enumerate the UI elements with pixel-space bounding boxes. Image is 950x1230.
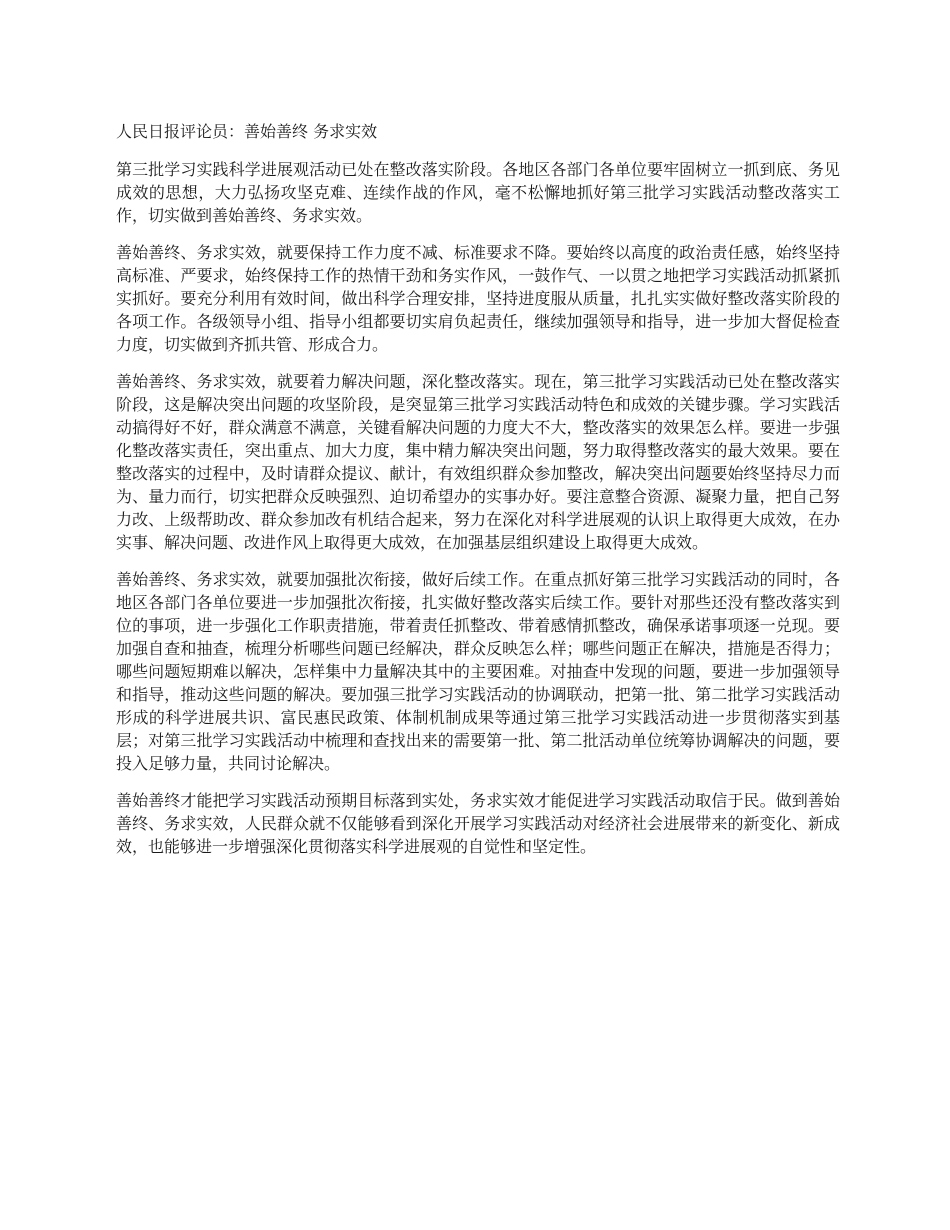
paragraph-2: 善始善终、务求实效，就要保持工作力度不减、标准要求不降。要始终以高度的政治责任感，始终坚持高标准、严要求，始终保持工作的热情干劲和务实作风，一鼓作气、一以贯之地把学习实践活动抓紧抓实抓好。要充分利用有效时间，做出科学合理安排，坚持进度服从质量，扎扎实实做好整改落实阶段的各项工作。各级领导小组、指导小组都要切实肩负起责任，继续加强领导和指导，进一步加大督促检查力度，切实做到齐抓共管、形成合力。: [116, 243, 840, 354]
paragraph-1: 第三批学习实践科学进展观活动已处在整改落实阶段。各地区各部门各单位要牢固树立一抓到底、务见成效的思想，大力弘扬攻坚克难、连续作战的作风，毫不松懈地抓好第三批学习实践活动整改落实工作，切实做到善始善终、务求实效。: [116, 160, 840, 225]
paragraph-3: 善始善终、务求实效，就要着力解决问题，深化整改落实。现在，第三批学习实践活动已处在整改落实阶段，这是解决突出问题的攻坚阶段，是突显第三批学习实践活动特色和成效的关键步骤。学习实践活动搞得好不好，群众满意不满意，关键看解决问题的力度大不大，整改落实的效果怎么样。要进一步强化整改落实责任，突出重点、加大力度，集中精力解决突出问题，努力取得整改落实的最大效果。要在整改落实的过程中，及时请群众提议、献计，有效组织群众参加整改，解决突出问题要始终坚持尽力而为、量力而行，切实把群众反映强烈、迫切希望办的实事办好。要注意整合资源、凝聚力量，把自己努力改、上级帮助改、群众参加改有机结合起来，努力在深化对科学进展观的认识上取得更大成效，在办实事、解决问题、改进作风上取得更大成效，在加强基层组织建设上取得更大成效。: [116, 372, 840, 552]
paragraph-5: 善始善终才能把学习实践活动预期目标落到实处，务求实效才能促进学习实践活动取信于民。做到善始善终、务求实效，人民群众就不仅能够看到深化开展学习实践活动对经济社会进展带来的新变化、新成效，也能够进一步增强深化贯彻落实科学进展观的自觉性和坚定性。: [116, 791, 840, 856]
paragraph-4: 善始善终、务求实效，就要加强批次衔接，做好后续工作。在重点抓好第三批学习实践活动的同时，各地区各部门各单位要进一步加强批次衔接，扎实做好整改落实后续工作。要针对那些还没有整改落实到位的事项，进一步强化工作职责措施，带着责任抓整改、带着感情抓整改，确保承诺事项逐一兑现。要加强自查和抽查，梳理分析哪些问题已经解决，群众反映怎么样；哪些问题正在解决，措施是否得力；哪些问题短期难以解决，怎样集中力量解决其中的主要困难。对抽查中发现的问题，要进一步加强领导和指导，推动这些问题的解决。要加强三批学习实践活动的协调联动，把第一批、第二批学习实践活动形成的科学进展共识、富民惠民政策、体制机制成果等通过第三批学习实践活动进一步贯彻落实到基层；对第三批学习实践活动中梳理和查找出来的需要第一批、第二批活动单位统筹协调解决的问题，要投入足够力量，共同讨论解决。: [116, 570, 840, 773]
document-title: 人民日报评论员：善始善终 务求实效: [116, 122, 378, 141]
document-page: [116, 120, 840, 872]
